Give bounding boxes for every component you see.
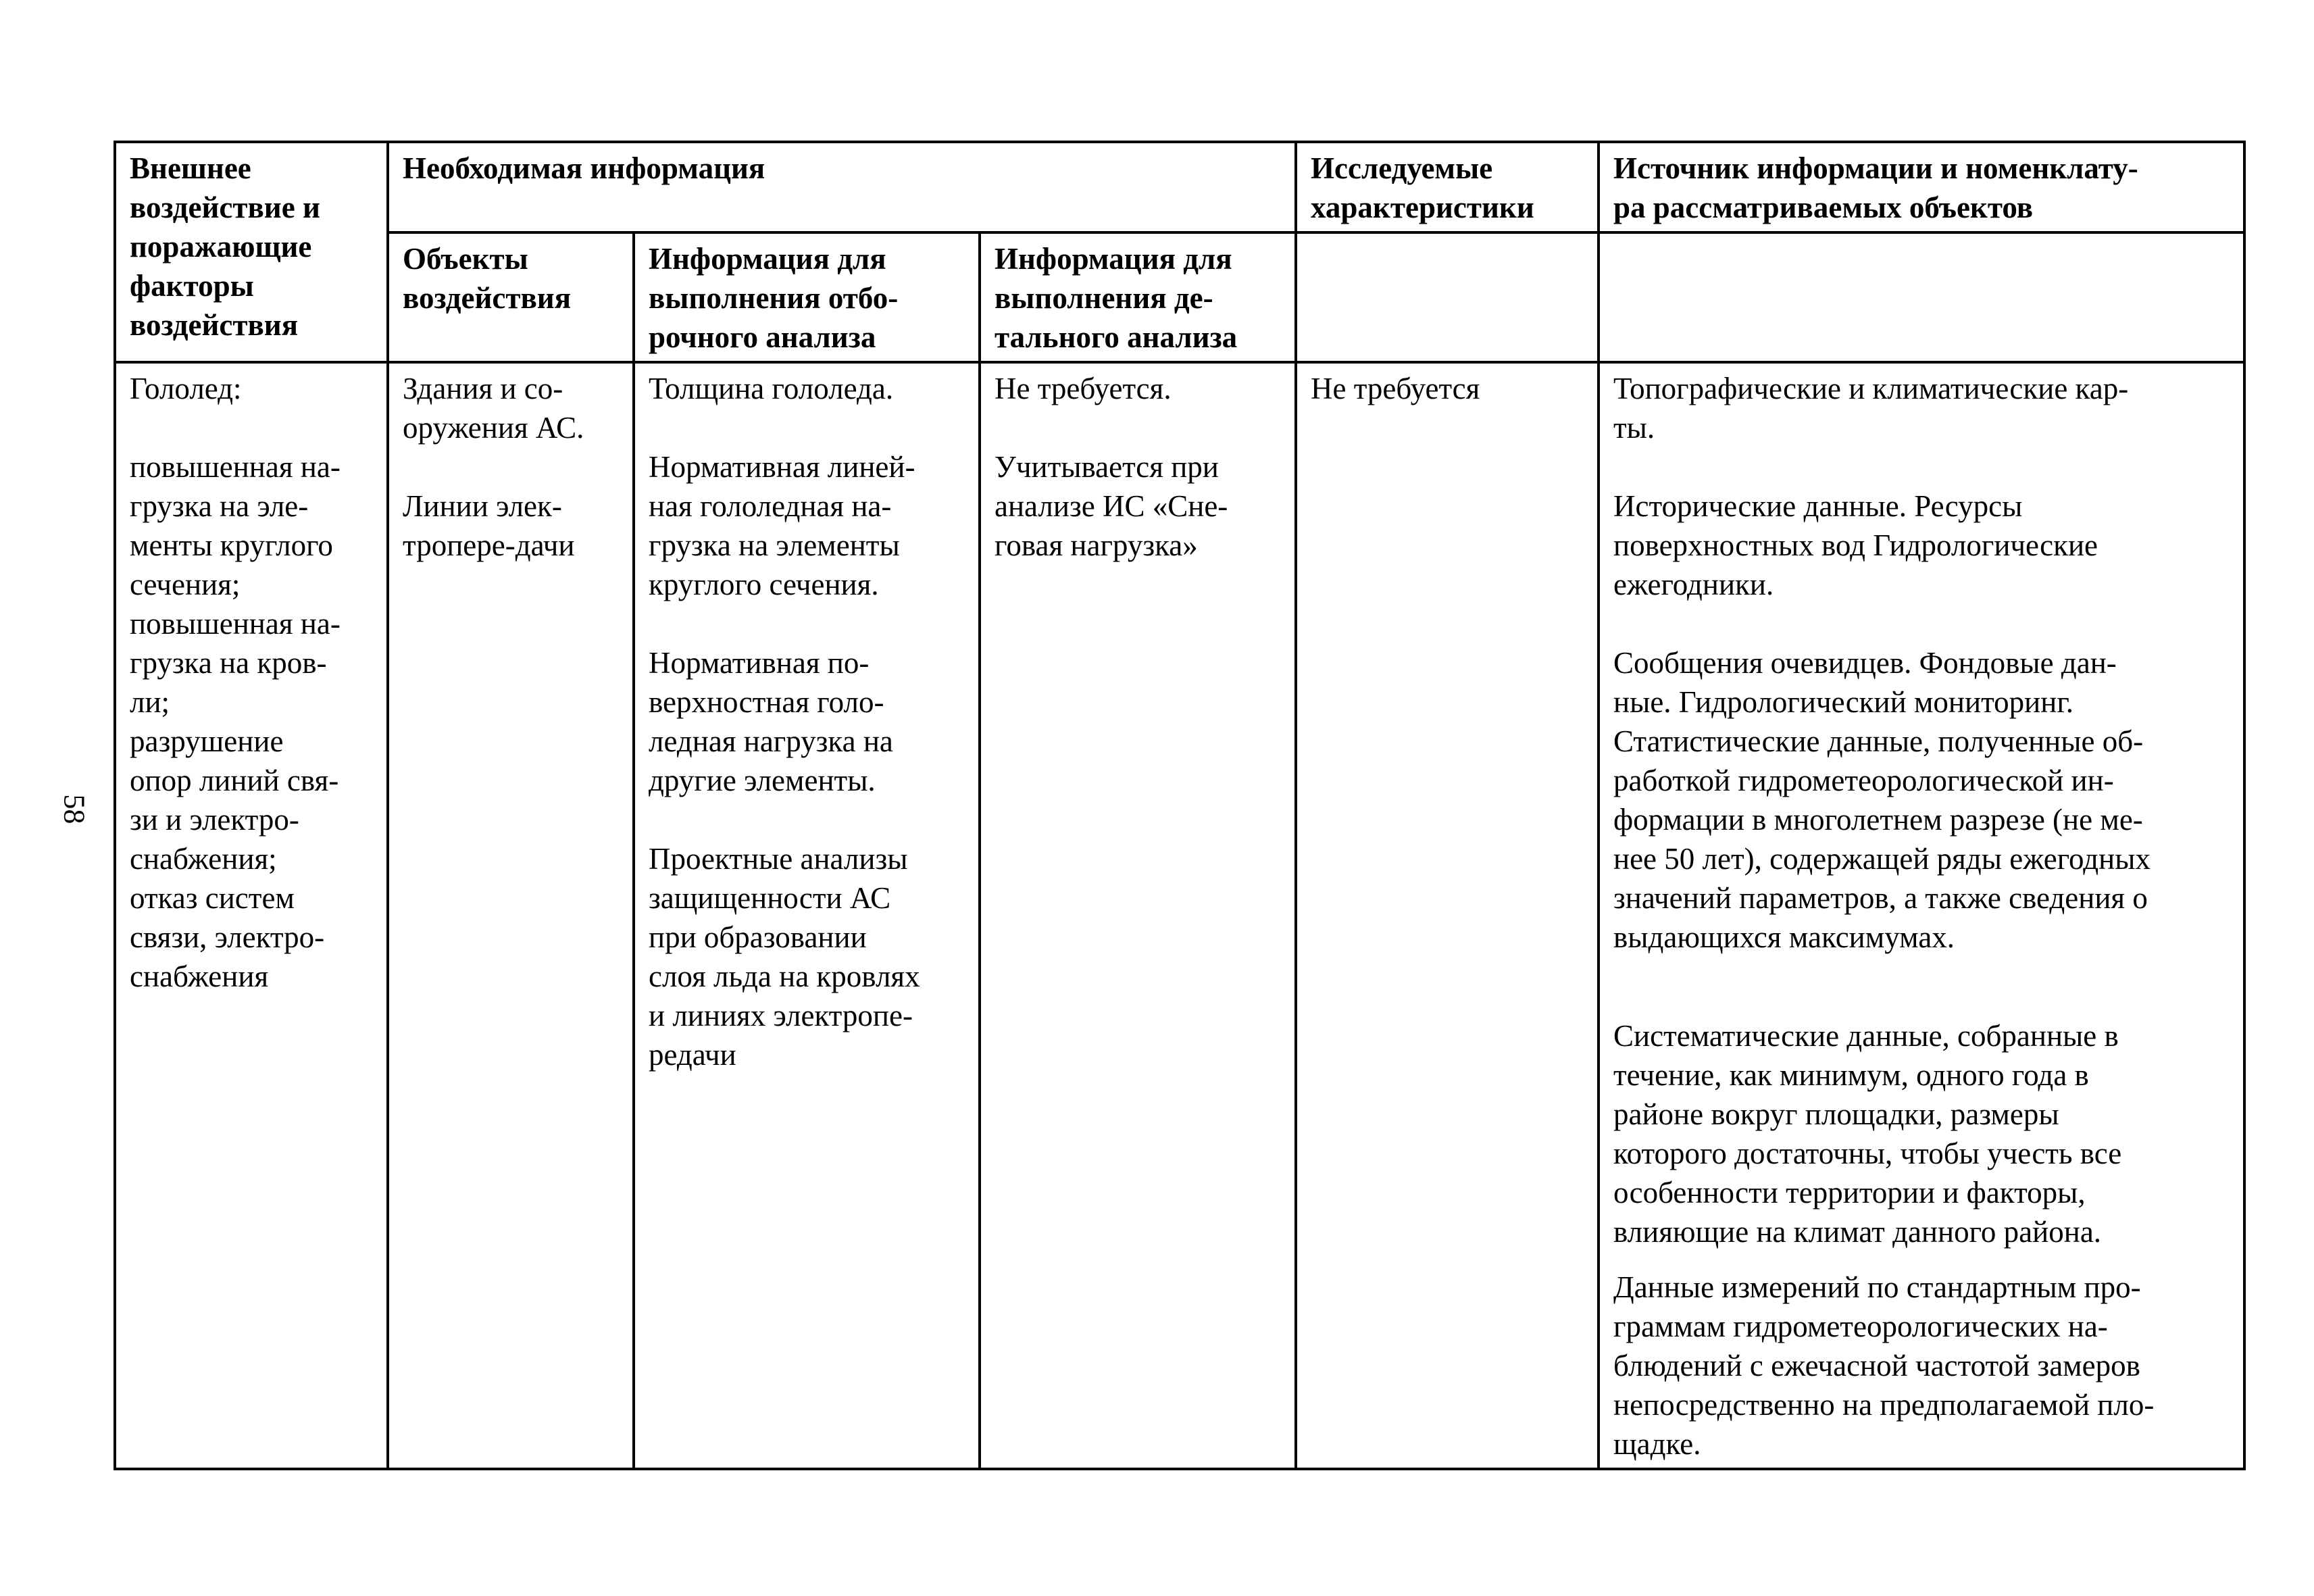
cell-paragraph: Не требуется xyxy=(1311,372,1480,405)
cell-paragraph: Топографические и климатические кар- ты. xyxy=(1613,372,2129,445)
cell-paragraph: Сообщения очевидцев. Фондовые дан- ные. Гидрологический мониторинг. Статистические данные, полученные об- работкой гидрометеорологической ин- формации в многолетнем разрезе (не ме- нее 50 лет), содержащей ряды ежегодных значений параметров, а также сведения о выдающихся максимумах. xyxy=(1613,646,2150,954)
cell-paragraph: Линии элек- тропере-дачи xyxy=(403,489,575,562)
cell-paragraph: Учитывается при анализе ИС «Сне- говая нагрузка» xyxy=(995,450,1228,562)
cell-detailed-analysis xyxy=(980,362,1296,1469)
table-subheader-row xyxy=(115,232,2244,362)
header-empty-cell xyxy=(1296,232,1599,362)
header-studied-characteristics-text: Исследуемые характеристики xyxy=(1311,151,1534,224)
cell-screening-analysis xyxy=(634,362,980,1469)
header-empty-cell xyxy=(1599,232,2244,362)
cell-paragraph: повышенная на- грузка на эле- менты круглого сечения; повышенная на- грузка на кров- ли; разрушение опор линий свя- зи и электро- снабжения; отказ систем связи, электро- снабжения xyxy=(130,450,341,993)
cell-paragraph: Здания и со- оружения АС. xyxy=(403,372,584,445)
cell-impact-objects xyxy=(388,362,634,1469)
cell-paragraph: Толщина гололеда. xyxy=(649,372,894,405)
header-screening-analysis xyxy=(634,232,980,362)
header-info-source-text: Источник информации и номенклату- ра рассматриваемых объектов xyxy=(1613,151,2138,224)
cell-paragraph: Нормативная линей- ная гололедная на- грузка на элементы круглого сечения. xyxy=(649,450,915,601)
header-required-info-text: Необходимая информация xyxy=(403,151,765,185)
header-impact-objects xyxy=(388,232,634,362)
header-detailed-analysis-text: Информация для выполнения де- тального анализа xyxy=(995,242,1238,354)
cell-paragraph: Данные измерений по стандартным про- граммам гидрометеорологических на- блюдений с ежечасной частотой замеров непосредственно на предполагаемой пло- щадке. xyxy=(1613,1270,2155,1461)
header-external-impact-text: Внешнее воздействие и поражающие факторы воздействия xyxy=(130,151,320,342)
cell-paragraph: Не требуется. xyxy=(995,372,1172,405)
table-header-row xyxy=(115,142,2244,232)
header-info-source xyxy=(1599,142,2244,232)
cell-paragraph: Систематические данные, собранные в течение, как минимум, одного года в районе вокруг площадки, размеры которого достаточны, чтобы учесть все особенности территории и факторы, влияющие на климат данного района. xyxy=(1613,1019,2122,1249)
header-impact-objects-text: Объекты воздействия xyxy=(403,242,572,315)
impact-info-table xyxy=(114,141,2246,1470)
table-row xyxy=(115,362,2244,1469)
cell-paragraph: Гололед: xyxy=(130,372,242,405)
cell-studied-characteristics xyxy=(1296,362,1599,1469)
header-detailed-analysis xyxy=(980,232,1296,362)
header-external-impact xyxy=(115,142,388,362)
header-required-info xyxy=(388,142,1296,232)
page-number: 58 xyxy=(57,794,91,824)
cell-paragraph: Проектные анализы защищенности АС при образовании слоя льда на кровлях и линиях электропе- редачи xyxy=(649,842,920,1072)
cell-external-impact xyxy=(115,362,388,1469)
cell-paragraph: Исторические данные. Ресурсы поверхностных вод Гидрологические ежегодники. xyxy=(1613,489,2098,601)
cell-info-source xyxy=(1599,362,2244,1469)
cell-paragraph: Нормативная по- верхностная голо- ледная нагрузка на другие элементы. xyxy=(649,646,893,797)
header-studied-characteristics xyxy=(1296,142,1599,232)
header-screening-analysis-text: Информация для выполнения отбо- рочного анализа xyxy=(649,242,899,354)
